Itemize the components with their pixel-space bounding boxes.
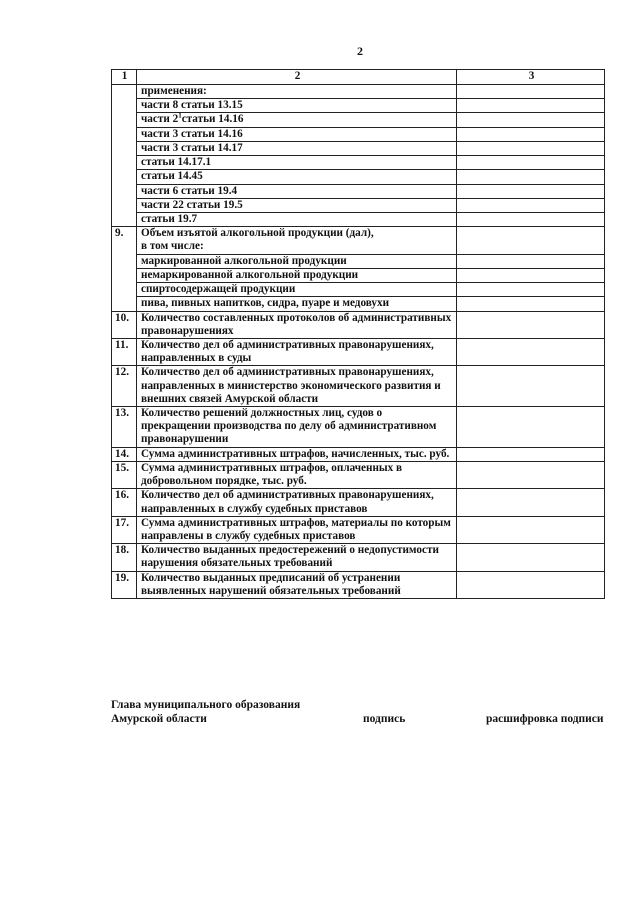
- table-row: [112, 516, 605, 543]
- table-row: [112, 366, 605, 407]
- row-text: Количество решений должностных лиц, судов о прекращении производства по делу об административном правонарушении: [137, 407, 457, 448]
- group8-item-row: [112, 198, 605, 212]
- row-number: [112, 198, 137, 212]
- row-text: части 3 статьи 14.16: [137, 127, 457, 141]
- row-value-cell: [457, 366, 605, 407]
- table-row: [112, 447, 605, 461]
- row-number: 14.: [112, 447, 137, 461]
- row-value-cell: [457, 212, 605, 226]
- row-number: [112, 141, 137, 155]
- article-rest: статьи 14.16: [181, 113, 244, 126]
- group8-item-row: [112, 99, 605, 113]
- group8-item-row: [112, 127, 605, 141]
- row-text: Количество выданных предписаний об устранении выявленных нарушений обязательных требований: [137, 571, 457, 598]
- table-row: [112, 461, 605, 488]
- row-value-cell: [457, 283, 605, 297]
- row-number: 18.: [112, 544, 137, 571]
- group9-title-row: [112, 227, 605, 254]
- group8-item-row: [112, 170, 605, 184]
- row-text: Количество дел об административных правонарушениях, направленных в суды: [137, 338, 457, 365]
- row-text: Количество составленных протоколов об административных правонарушениях: [137, 311, 457, 338]
- row-value-cell: [457, 268, 605, 282]
- row-text: Количество дел об административных правонарушениях, направленных в министерство экономического развития и внешних связей Амурской области: [137, 366, 457, 407]
- row-number: 16.: [112, 489, 137, 516]
- group9-item-row: [112, 283, 605, 297]
- row-value-cell: [457, 311, 605, 338]
- row-value-cell: [457, 516, 605, 543]
- table-row: [112, 489, 605, 516]
- row-value-cell: [457, 85, 605, 99]
- row-number: [112, 212, 137, 226]
- report-table: [111, 69, 605, 599]
- row-text: Количество дел об административных правонарушениях, направленных в службу судебных приставов: [137, 489, 457, 516]
- group8-item-row: [112, 184, 605, 198]
- row-value-cell: [457, 113, 605, 127]
- superscript: 1: [178, 111, 182, 120]
- row-number: 10.: [112, 311, 137, 338]
- row-number: [112, 184, 137, 198]
- row-value-cell: [457, 407, 605, 448]
- row-text: статьи 19.7: [137, 212, 457, 226]
- group8-item-row: [112, 141, 605, 155]
- row-number: 9.: [112, 227, 137, 254]
- row-value-cell: [457, 227, 605, 254]
- table-row: [112, 407, 605, 448]
- row-text: части 6 статьи 19.4: [137, 184, 457, 198]
- row-value-cell: [457, 489, 605, 516]
- group9-item-row: [112, 254, 605, 268]
- row-value-cell: [457, 99, 605, 113]
- row-value-cell: [457, 184, 605, 198]
- row-number: [112, 170, 137, 184]
- header-col-1: 1: [112, 70, 137, 85]
- row-number: 11.: [112, 338, 137, 365]
- row-text: применения:: [137, 85, 457, 99]
- group9-title-line2: в том числе:: [141, 240, 204, 253]
- row-text: Количество выданных предостережений о недопустимости нарушения обязательных требований: [137, 544, 457, 571]
- row-text: пива, пивных напитков, сидра, пуаре и медовухи: [137, 297, 457, 311]
- row-text: статьи 14.45: [137, 170, 457, 184]
- row-text: Сумма административных штрафов, оплаченных в добровольном порядке, тыс. руб.: [137, 461, 457, 488]
- row-value-cell: [457, 338, 605, 365]
- footer-signature-label: подпись: [363, 713, 406, 725]
- table-row: [112, 338, 605, 365]
- row-number: 17.: [112, 516, 137, 543]
- group9-item-row: [112, 297, 605, 311]
- table-header-row: [112, 70, 605, 85]
- group8-item-row: [112, 212, 605, 226]
- row-value-cell: [457, 461, 605, 488]
- row-text: Сумма административных штрафов, материалы по которым направлены в службу судебных приставов: [137, 516, 457, 543]
- row-number: [112, 268, 137, 282]
- row-text: Сумма административных штрафов, начисленных, тыс. руб.: [137, 447, 457, 461]
- row-number: 12.: [112, 366, 137, 407]
- page-number: 2: [357, 44, 363, 58]
- table-row: [112, 311, 605, 338]
- row-number: [112, 156, 137, 170]
- header-col-3: 3: [457, 70, 605, 85]
- group8-item-row: [112, 156, 605, 170]
- row-value-cell: [457, 156, 605, 170]
- row-value-cell: [457, 198, 605, 212]
- group9-item-row: [112, 268, 605, 282]
- row-text: маркированной алкогольной продукции: [137, 254, 457, 268]
- footer-title-line2: Амурской области: [111, 713, 207, 725]
- footer-signature-decoding-label: расшифровка подписи: [486, 713, 604, 725]
- row-value-cell: [457, 544, 605, 571]
- row-value-cell: [457, 127, 605, 141]
- row-value-cell: [457, 297, 605, 311]
- row-value-cell: [457, 170, 605, 184]
- footer-title-line1: Глава муниципального образования: [111, 699, 301, 711]
- row-number: [112, 254, 137, 268]
- row-text: части 3 статьи 14.17: [137, 141, 457, 155]
- table-row: [112, 571, 605, 598]
- row-text: немаркированной алкогольной продукции: [137, 268, 457, 282]
- row-text: части 8 статьи 13.15: [137, 99, 457, 113]
- row-text: [137, 113, 457, 127]
- article-prefix: части 2: [141, 113, 179, 126]
- row-number: [112, 85, 137, 99]
- table-row: [112, 544, 605, 571]
- row-text: части 22 статьи 19.5: [137, 198, 457, 212]
- row-text: спиртосодержащей продукции: [137, 283, 457, 297]
- row-number: 13.: [112, 407, 137, 448]
- row-value-cell: [457, 254, 605, 268]
- row-value-cell: [457, 141, 605, 155]
- row-text: [137, 227, 457, 254]
- group8-item-row: [112, 113, 605, 127]
- row-number: 19.: [112, 571, 137, 598]
- header-col-2: 2: [137, 70, 457, 85]
- group9-title-line1: Объем изъятой алкогольной продукции (дал),: [141, 227, 374, 240]
- row-number: [112, 297, 137, 311]
- row-value-cell: [457, 447, 605, 461]
- row-number: [112, 113, 137, 127]
- row-number: [112, 127, 137, 141]
- row-value-cell: [457, 571, 605, 598]
- row-text: статьи 14.17.1: [137, 156, 457, 170]
- group8-continuation-row: [112, 85, 605, 99]
- row-number: [112, 283, 137, 297]
- row-number: 15.: [112, 461, 137, 488]
- row-number: [112, 99, 137, 113]
